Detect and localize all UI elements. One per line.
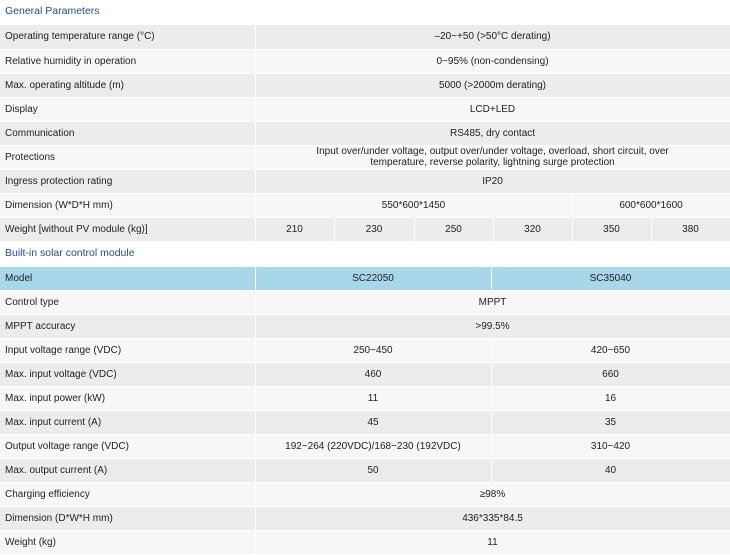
table-row — [0, 25, 730, 49]
table-row — [0, 363, 730, 387]
row-value: 11 — [255, 531, 730, 555]
solar-module-title: Built-in solar control module — [0, 242, 730, 267]
row-value: –20~+50 (>50°C derating) — [255, 25, 730, 49]
table-row — [0, 315, 730, 339]
weight-value: 380 — [651, 217, 730, 241]
table-row — [0, 435, 730, 459]
row-label: Control type — [0, 291, 255, 315]
row-value-a: 45 — [255, 411, 491, 435]
table-row — [0, 217, 730, 241]
row-value: MPPT — [255, 291, 730, 315]
weight-value: 350 — [572, 217, 651, 241]
weight-value: 210 — [255, 217, 334, 241]
table-row — [0, 507, 730, 531]
row-value-a: 460 — [255, 363, 491, 387]
header-label: Model — [0, 267, 255, 291]
table-row — [0, 97, 730, 121]
row-label: Charging efficiency — [0, 483, 255, 507]
row-value-b: 660 — [491, 363, 730, 387]
row-value: LCD+LED — [255, 97, 730, 121]
row-label: Operating temperature range (°C) — [0, 25, 255, 49]
row-label: Ingress protection rating — [0, 169, 255, 193]
row-label: Relative humidity in operation — [0, 49, 255, 73]
row-value-b: 600*600*1600 — [572, 193, 730, 217]
table-row — [0, 169, 730, 193]
row-label: MPPT accuracy — [0, 315, 255, 339]
row-label: Max. input voltage (VDC) — [0, 363, 255, 387]
row-value: Input over/under voltage, output over/under voltage, overload, short circuit, over temperature, reverse polarity, lightning surge protection — [255, 145, 730, 169]
row-value-b: 16 — [491, 387, 730, 411]
row-value-b: 40 — [491, 459, 730, 483]
row-label: Weight (kg) — [0, 531, 255, 555]
row-label: Weight [without PV module (kg)] — [0, 217, 255, 241]
row-label: Max. input power (kW) — [0, 387, 255, 411]
table-row — [0, 49, 730, 73]
row-label: Max. operating altitude (m) — [0, 73, 255, 97]
table-row — [0, 193, 730, 217]
table-header-row — [0, 267, 730, 291]
row-value-a: 550*600*1450 — [255, 193, 572, 217]
table-row — [0, 73, 730, 97]
row-value-a: 50 — [255, 459, 491, 483]
row-value-a: 192~264 (220VDC)/168~230 (192VDC) — [255, 435, 491, 459]
row-value-b: 420~650 — [491, 339, 730, 363]
table-row — [0, 387, 730, 411]
row-value: 5000 (>2000m derating) — [255, 73, 730, 97]
row-value: >99.5% — [255, 315, 730, 339]
table-row — [0, 483, 730, 507]
table-row — [0, 459, 730, 483]
table-row — [0, 411, 730, 435]
solar-module-table — [0, 267, 730, 555]
row-label: Display — [0, 97, 255, 121]
row-label: Communication — [0, 121, 255, 145]
weight-value: 230 — [334, 217, 414, 241]
table-row — [0, 339, 730, 363]
row-value-a: 250~450 — [255, 339, 491, 363]
table-row — [0, 145, 730, 169]
row-value: ≥98% — [255, 483, 730, 507]
table-row — [0, 291, 730, 315]
row-label: Protections — [0, 145, 255, 169]
weight-value: 250 — [414, 217, 493, 241]
table-row — [0, 121, 730, 145]
model-a: SC22050 — [255, 267, 491, 291]
row-value: IP20 — [255, 169, 730, 193]
row-label: Max. output current (A) — [0, 459, 255, 483]
row-value-b: 310~420 — [491, 435, 730, 459]
row-label: Input voltage range (VDC) — [0, 339, 255, 363]
row-label: Dimension (W*D*H mm) — [0, 193, 255, 217]
table-row — [0, 531, 730, 555]
row-value: RS485, dry contact — [255, 121, 730, 145]
weight-value: 320 — [493, 217, 572, 241]
row-value-a: 11 — [255, 387, 491, 411]
row-value-b: 35 — [491, 411, 730, 435]
row-label: Max. input current (A) — [0, 411, 255, 435]
row-label: Dimension (D*W*H mm) — [0, 507, 255, 531]
general-parameters-title: General Parameters — [0, 0, 730, 25]
row-value: 436*335*84.5 — [255, 507, 730, 531]
row-label: Output voltage range (VDC) — [0, 435, 255, 459]
general-parameters-table — [0, 25, 730, 242]
model-b: SC35040 — [491, 267, 730, 291]
row-value: 0~95% (non-condensing) — [255, 49, 730, 73]
